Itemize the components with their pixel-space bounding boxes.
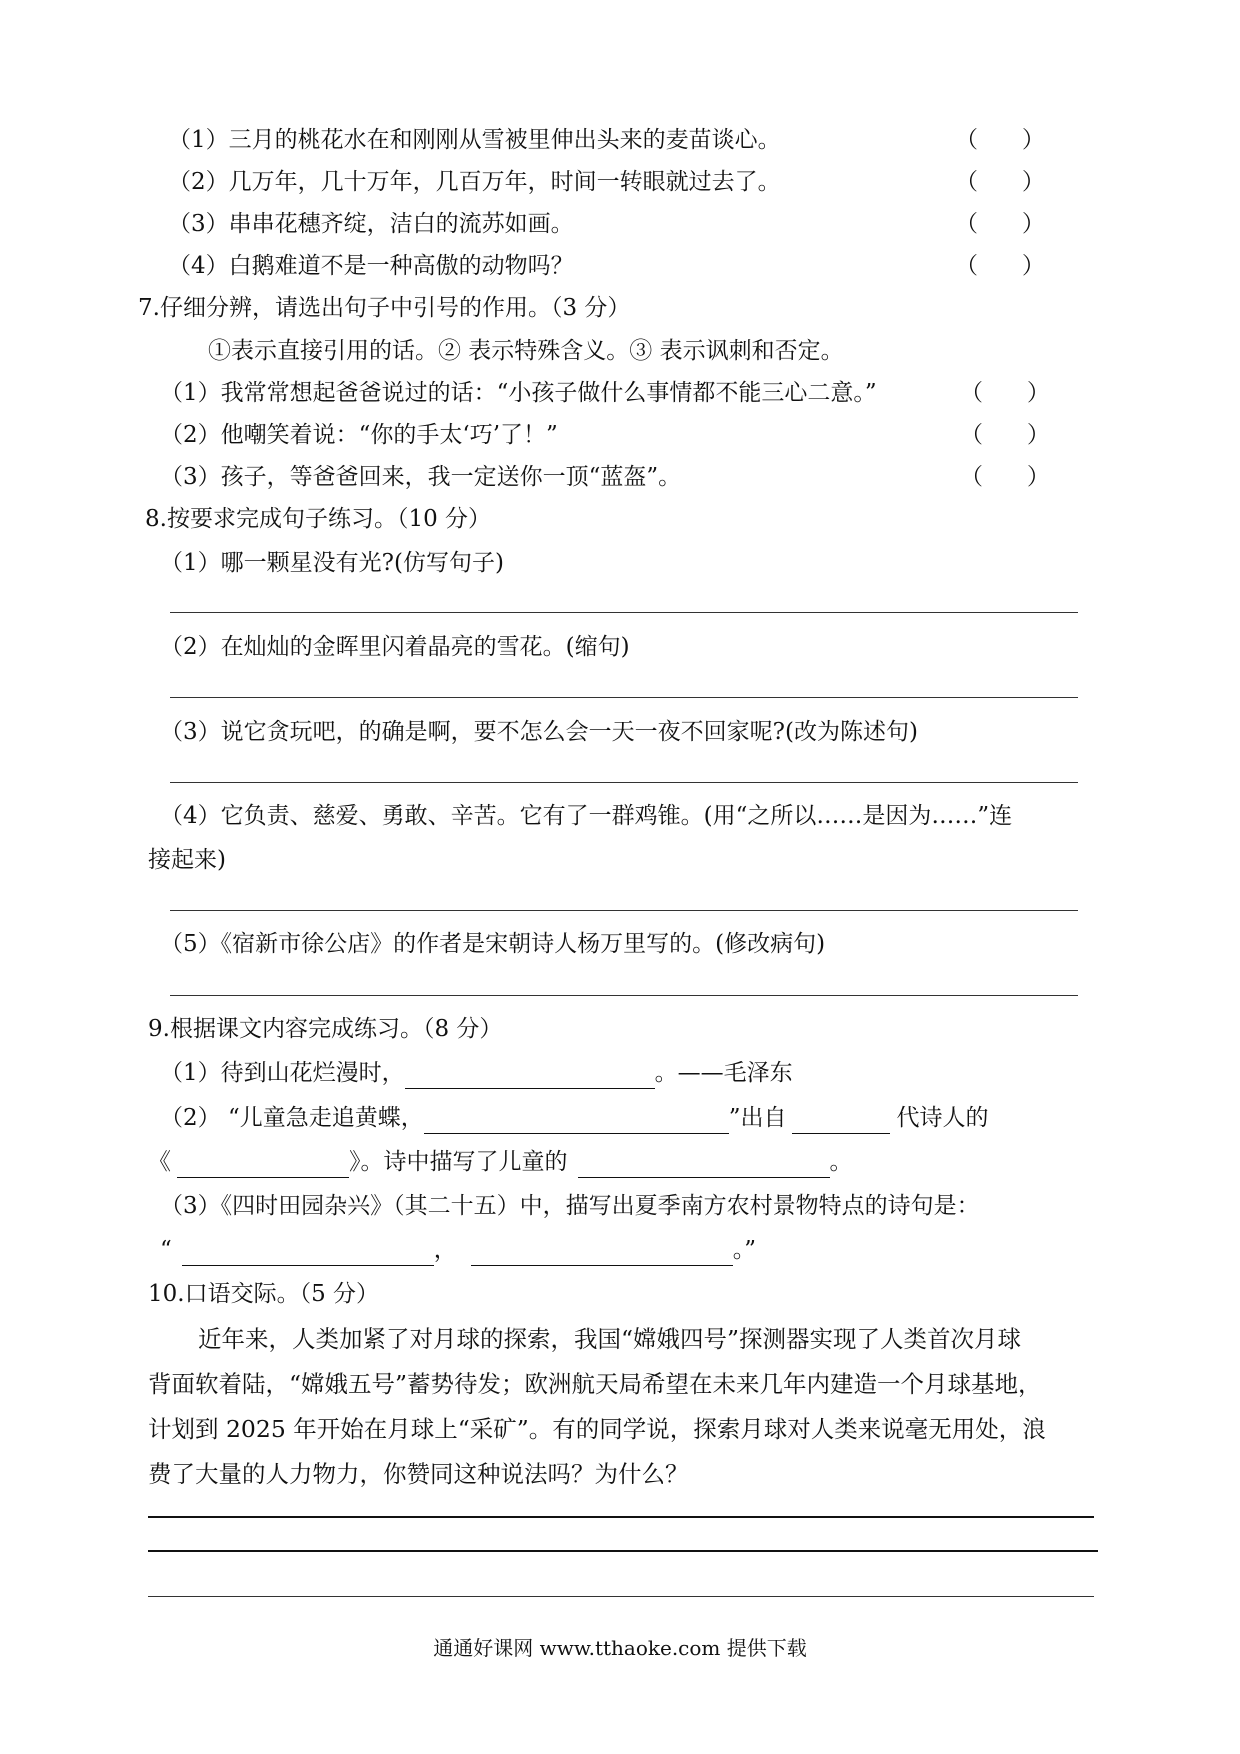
q7-item-1: （1）我常常想起爸爸说过的话：“小孩子做什么事情都不能三心二意。” [160, 380, 877, 406]
q6-item-1: （1）三月的桃花水在和刚刚从雪被里伸出头来的麦苗谈心。 [168, 127, 781, 153]
q9-line-2-end: 代诗人的 [896, 1105, 989, 1131]
q10-answer-line-1[interactable] [148, 1516, 1094, 1518]
q9-blank-1[interactable] [405, 1064, 655, 1089]
q6-item-4: （4）白鹅难道不是一种高傲的动物吗？ [168, 253, 574, 279]
q8-item-2: （2）在灿灿的金晖里闪着晶亮的雪花。(缩句) [160, 634, 630, 660]
q7-item-2-answer-paren[interactable]: （ ） [960, 422, 1050, 448]
q9-line-2-start: （2） “儿童急走追黄蝶， [160, 1105, 424, 1131]
q7-item-3: （3）孩子，等爸爸回来，我一定送你一顶“蓝盔”。 [160, 464, 682, 490]
q10-para-line-4: 费了大量的人力物力，你赞同这种说法吗？为什么？ [148, 1460, 689, 1488]
q9-line-5-start: “ [160, 1237, 172, 1263]
q7-title: 7.仔细分辨，请选出句子中引号的作用。（3 分） [138, 295, 631, 321]
q9-line-3-mid: 》。诗中描写了儿童的 [349, 1149, 568, 1175]
q8-item-3: （3）说它贪玩吧，的确是啊，要不怎么会一天一夜不回家呢?(改为陈述句) [160, 719, 918, 745]
q6-item-4-answer-paren[interactable]: （ ） [955, 253, 1045, 279]
q8-item-1: （1）哪一颗星没有光?(仿写句子) [160, 550, 504, 576]
q8-answer-line-1[interactable] [170, 612, 1078, 613]
q9-title: 9.根据课文内容完成练习。（8 分） [148, 1016, 503, 1042]
q6-item-3-answer-paren[interactable]: （ ） [955, 211, 1045, 237]
q9-line-3-start: 《 [148, 1149, 171, 1175]
q10-title: 10.口语交际。（5 分） [148, 1281, 380, 1307]
q9-line-5 [160, 1234, 756, 1266]
q6-item-3: （3）串串花穗齐绽，洁白的流苏如画。 [168, 211, 574, 237]
q6-item-2-answer-paren[interactable]: （ ） [955, 169, 1045, 195]
q9-blank-5[interactable] [578, 1153, 830, 1178]
page-footer: 通通好课网 www.tthaoke.com 提供下载 [433, 1636, 807, 1660]
q9-line-4: （3）《四时田园杂兴》（其二十五）中，描写出夏季南方农村景物特点的诗句是： [160, 1193, 980, 1219]
q8-item-5: （5）《宿新市徐公店》的作者是宋朝诗人杨万里写的。(修改病句) [160, 931, 826, 957]
q6-item-2: （2）几万年，几十万年，几百万年，时间一转眼就过去了。 [168, 169, 781, 195]
q7-item-2: （2）他嘲笑着说：“你的手太‘巧’了！” [160, 422, 558, 448]
q8-item-4: （4）它负责、慈爱、勇敢、辛苦。它有了一群鸡锥。(用“之所以……是因为……”连 [160, 803, 1013, 829]
q6-item-1-answer-paren[interactable]: （ ） [955, 127, 1045, 153]
q9-blank-7[interactable] [471, 1241, 733, 1266]
q8-answer-line-4[interactable] [170, 910, 1078, 911]
q10-para-line-3: 计划到 2025 年开始在月球上“采矿”。有的同学说，探索月球对人类来说毫无用处，浪 [148, 1415, 1046, 1443]
q9-blank-6[interactable] [182, 1241, 434, 1266]
q7-item-3-answer-paren[interactable]: （ ） [960, 464, 1050, 490]
q9-line-2 [160, 1102, 988, 1134]
q9-line-1-start: （1）待到山花烂漫时， [160, 1060, 405, 1086]
q8-answer-line-3[interactable] [170, 782, 1078, 783]
q10-answer-line-2[interactable] [148, 1550, 1098, 1552]
q9-line-3-end: 。 [829, 1149, 853, 1175]
q9-line-3 [148, 1146, 853, 1178]
q10-para-line-2: 背面软着陆，“嫦娥五号”蓄势待发；欧洲航天局希望在未来几年内建造一个月球基地， [148, 1370, 1042, 1398]
q8-answer-line-2[interactable] [170, 697, 1078, 698]
q9-blank-4[interactable] [177, 1153, 349, 1178]
q9-line-2-mid: ”出自 [728, 1105, 787, 1131]
q9-line-1 [160, 1057, 793, 1089]
q8-item-4-cont: 接起来) [148, 847, 226, 873]
q8-answer-line-5[interactable] [170, 995, 1078, 996]
q9-line-1-end: 。——毛泽东 [654, 1060, 793, 1086]
q9-blank-3[interactable] [792, 1109, 890, 1134]
q10-answer-line-3[interactable] [148, 1596, 1094, 1597]
q9-line-5-end: 。” [732, 1237, 757, 1263]
q8-title: 8.按要求完成句子练习。（10 分） [145, 506, 492, 532]
q9-line-5-mid: ， [433, 1237, 457, 1263]
q9-blank-2[interactable] [424, 1109, 729, 1134]
q10-para-line-1: 近年来，人类加紧了对月球的探索，我国“嫦娥四号”探测器实现了人类首次月球 [198, 1325, 1022, 1353]
q7-options: ①表示直接引用的话。② 表示特殊含义。③ 表示讽刺和否定。 [208, 338, 844, 364]
q7-item-1-answer-paren[interactable]: （ ） [960, 380, 1050, 406]
